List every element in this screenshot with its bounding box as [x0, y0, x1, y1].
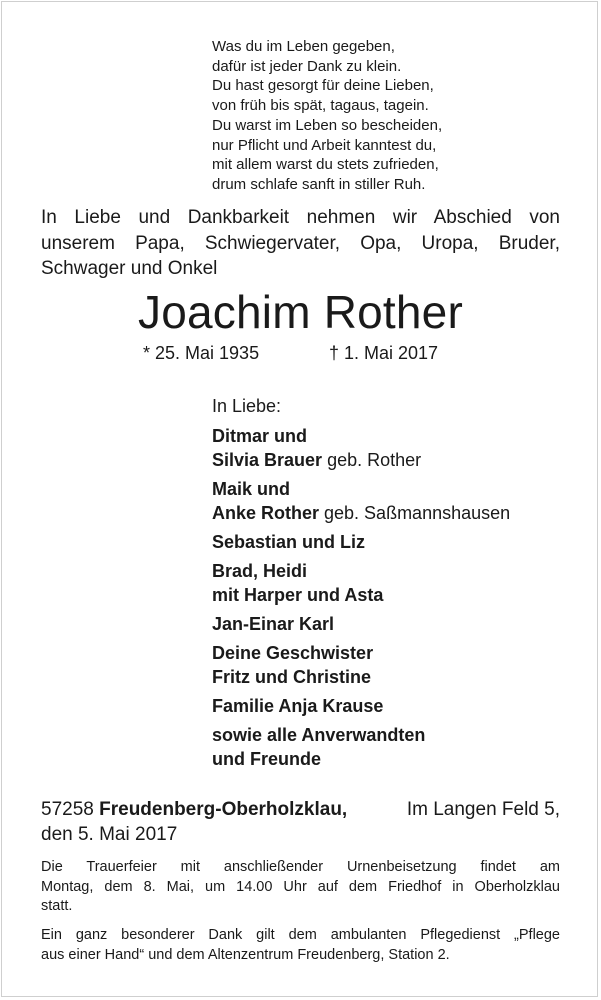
mourner-name: Fritz und Christine	[212, 667, 371, 687]
mourners-greeting: In Liebe:	[212, 396, 282, 416]
mourner-name: sowie alle Anverwandten	[212, 725, 426, 745]
thanks-note	[41, 926, 560, 965]
address-block	[41, 797, 560, 847]
mourner-group	[212, 477, 582, 525]
mourner-name: Jan-Einar Karl	[212, 614, 335, 634]
thanks-line: Ein ganz besonderer Dank gilt dem ambulanten Pflegedienst „Pflege	[41, 927, 560, 943]
mourner-name: mit Harper und Asta	[212, 585, 384, 605]
poem-line: Du hast gesorgt für deine Lieben,	[212, 77, 434, 95]
mourner-name: Deine Geschwister	[212, 643, 374, 663]
poem-line: mit allem warst du stets zufrieden,	[212, 156, 439, 174]
mourner-group	[212, 723, 582, 771]
thanks-line: aus einer Hand“ und dem Altenzentrum Freudenberg, Station 2.	[41, 946, 450, 963]
mourner-maiden-name: geb. Rother	[322, 450, 422, 470]
mourner-group	[212, 559, 582, 607]
mourner-group	[212, 612, 582, 636]
mourner-name: Anke Rother	[212, 503, 320, 523]
mourner-group	[212, 641, 582, 689]
poem-line: nur Pflicht und Arbeit kanntest du,	[212, 136, 437, 154]
ceremony-line: Die Trauerfeier mit anschließender Urnenbeisetzung findet am	[41, 859, 560, 875]
street: Im Langen Feld 5,	[406, 799, 560, 820]
mourner-group	[212, 424, 582, 472]
poem-line: Was du im Leben gegeben,	[212, 38, 395, 55]
mourner-name: Silvia Brauer	[212, 450, 323, 470]
mourner-name: und Freunde	[212, 749, 321, 769]
intro-line: unserem Papa, Schwiegervater, Opa, Uropa, Bruder,	[41, 232, 560, 254]
zip-code: 57258	[41, 799, 94, 820]
farewell-intro	[41, 205, 560, 282]
notice-date: den 5. Mai 2017	[41, 824, 178, 845]
ceremony-line: statt.	[41, 898, 73, 915]
mourner-name: Maik und	[212, 479, 291, 499]
ceremony-info	[41, 858, 560, 917]
poem-line: Du warst im Leben so bescheiden,	[212, 116, 443, 134]
town: Freudenberg-Oberholzklau,	[99, 799, 348, 820]
death-date: † 1. Mai 2017	[329, 343, 439, 363]
mourner-group	[212, 694, 582, 718]
mourner-maiden-name: geb. Saßmannshausen	[319, 503, 511, 523]
birth-date: * 25. Mai 1935	[143, 343, 260, 363]
ceremony-line: Montag, dem 8. Mai, um 14.00 Uhr auf dem Friedhof in Oberholzklau	[41, 878, 560, 895]
intro-line: In Liebe und Dankbarkeit nehmen wir Abschied von	[41, 207, 560, 228]
intro-line: Schwager und Onkel	[41, 258, 218, 279]
deceased-name: Joachim Rother	[138, 286, 463, 338]
poem-line: von früh bis spät, tagaus, tagein.	[212, 97, 429, 115]
mourner-name: Ditmar und	[212, 426, 308, 446]
mourners-list	[212, 394, 582, 776]
poem-line: drum schlafe sanft in stiller Ruh.	[212, 175, 426, 193]
mourner-name: Familie Anja Krause	[212, 696, 384, 716]
poem-line: dafür ist jeder Dank zu klein.	[212, 57, 402, 75]
poem	[212, 37, 542, 195]
mourner-group	[212, 530, 582, 554]
mourner-name: Brad, Heidi	[212, 561, 308, 581]
mourner-name: Sebastian und Liz	[212, 532, 366, 552]
